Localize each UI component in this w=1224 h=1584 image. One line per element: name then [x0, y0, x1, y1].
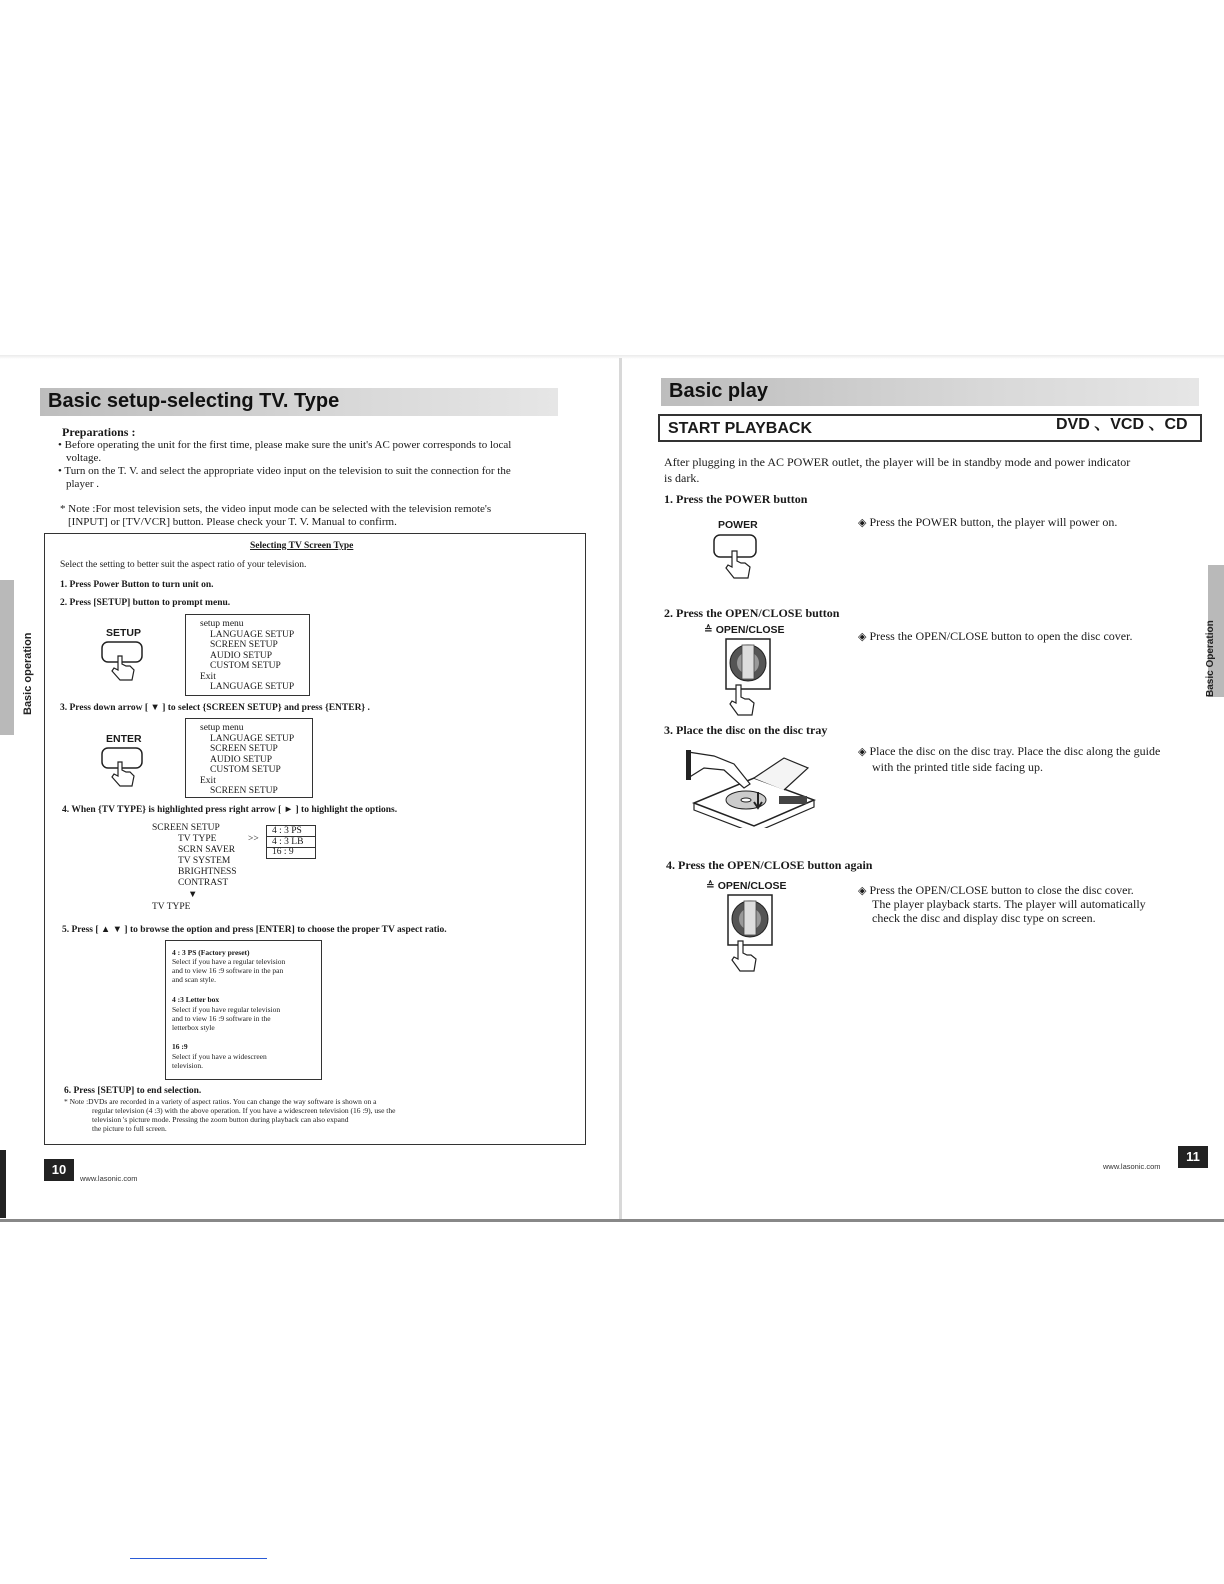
enter-press-icon — [100, 746, 150, 791]
note-line-1: * Note :For most television sets, the video input mode can be selected with the television remote's — [60, 503, 492, 515]
menu2-item-audio: AUDIO SETUP — [210, 754, 273, 765]
scan-left-edge — [0, 1150, 6, 1218]
menu2-item-custom: CUSTOM SETUP — [210, 765, 281, 775]
right-section-banner — [661, 378, 1199, 406]
play-step-1-desc: ◈ Press the POWER button, the player will power on. — [858, 515, 1118, 529]
screen-menu-down-arrow: ▼ — [188, 890, 198, 900]
ratio-ps-line-1: Select if you have a regular television — [172, 957, 286, 966]
footnote-1: * Note :DVDs are recorded in a variety of aspect ratios. You can change the way software is shown on a — [64, 1097, 377, 1106]
menu2-status: SCREEN SETUP — [210, 786, 278, 796]
menu2-item-language: LANGUAGE SETUP — [210, 733, 295, 744]
ratio-wide-line-1: Select if you have a widescreen — [172, 1052, 267, 1061]
ratio-lb-title: 4 :3 Letter box — [172, 995, 220, 1004]
play-step-3-heading: 3. Place the disc on the disc tray — [664, 723, 828, 737]
open-close-button-label-2: ≙ OPEN/CLOSE — [706, 880, 787, 892]
setup-menu-1 — [185, 614, 310, 696]
prep-bullet-1: • Before operating the unit for the first time, please make sure the unit's AC power corresponds to local — [58, 439, 512, 451]
menu2-item-screen: SCREEN SETUP — [210, 744, 278, 754]
start-playback-title: START PLAYBACK — [668, 420, 813, 437]
setup-press-icon — [100, 640, 150, 685]
disc-formats: DVD 、VCD 、CD — [1056, 416, 1188, 433]
box-title: Selecting TV Screen Type — [250, 541, 354, 551]
right-url: www.lasonic.com — [1103, 1162, 1161, 1171]
step-5: 5. Press [ ▲ ▼ ] to browse the option and press [ENTER] to choose the proper TV aspect ratio. — [62, 925, 447, 935]
intro-line-2: is dark. — [664, 471, 700, 485]
step-6: 6. Press [SETUP] to end selection. — [64, 1086, 202, 1096]
play-step-3-desc-1: ◈ Place the disc on the disc tray. Place the disc along the guide — [858, 744, 1161, 758]
screen-menu-contrast: CONTRAST — [178, 878, 229, 888]
menu1-item-exit: Exit — [200, 671, 216, 682]
right-side-label: Basic Operation — [1205, 620, 1216, 697]
setup-menu-2 — [185, 718, 313, 798]
menu1-status: LANGUAGE SETUP — [210, 682, 295, 692]
bottom-link-line — [130, 1558, 267, 1559]
ratio-ps-title: 4 : 3 PS (Factory preset) — [172, 948, 250, 957]
option-4-3-lb: 4 : 3 LB — [272, 837, 304, 847]
menu1-item-language: LANGUAGE SETUP — [210, 629, 295, 640]
footnote-3: television 's picture mode. Pressing the zoom button during playback can also expand — [92, 1115, 349, 1124]
left-side-tab — [0, 580, 14, 735]
left-section-title: Basic setup-selecting TV. Type — [48, 390, 340, 412]
step-1: 1. Press Power Button to turn unit on. — [60, 580, 214, 590]
menu1-item-audio: AUDIO SETUP — [210, 650, 273, 661]
footnote-4: the picture to full screen. — [92, 1124, 167, 1133]
left-section-banner — [40, 388, 558, 416]
ratio-lb-line-2: and to view 16 :9 software in the — [172, 1014, 271, 1023]
prep-bullet-2: • Turn on the T. V. and select the appropriate video input on the television to suit the connection for the — [58, 465, 511, 477]
screen-menu-status: TV TYPE — [152, 902, 191, 912]
right-page-number: 11 — [1178, 1146, 1208, 1168]
step-4: 4. When {TV TYPE} is highlighted press right arrow [ ► ] to highlight the options. — [62, 805, 398, 815]
prep-bullet-2-cont: player . — [66, 478, 99, 490]
option-16-9: 16 : 9 — [272, 847, 294, 857]
disc-tray-illustration — [684, 748, 819, 828]
footnote-2: regular television (4 :3) with the above operation. If you have a widescreen television (16 :9), use the — [92, 1106, 396, 1115]
note-line-2: [INPUT] or [TV/VCR] button. Please check your T. V. Manual to confirm. — [68, 516, 397, 528]
open-close-press-icon-2 — [724, 893, 776, 979]
menu1-title: setup menu — [200, 619, 244, 629]
open-close-press-icon-1 — [722, 637, 774, 723]
play-step-4-desc-2: The player playback starts. The player will automatically — [872, 897, 1146, 911]
intro-line-1: After plugging in the AC POWER outlet, the player will be in standby mode and power indicator — [664, 455, 1131, 469]
power-press-icon — [712, 533, 764, 583]
right-section-title: Basic play — [669, 380, 768, 402]
page-gutter — [619, 358, 622, 1220]
screen-menu-tv-system: TV SYSTEM — [178, 856, 231, 866]
play-step-3-desc-2: with the printed title side facing up. — [872, 760, 1043, 774]
power-button-label: POWER — [718, 519, 758, 531]
ratio-ps-line-3: and scan style. — [172, 975, 216, 984]
screen-menu-brightness: BRIGHTNESS — [178, 867, 237, 877]
play-step-2-heading: 2. Press the OPEN/CLOSE button — [664, 606, 840, 620]
option-arrow-marker: >> — [248, 834, 259, 844]
box-intro: Select the setting to better suit the aspect ratio of your television. — [60, 560, 307, 570]
ratio-lb-line-1: Select if you have regular television — [172, 1005, 281, 1014]
step-2: 2. Press [SETUP] button to prompt menu. — [60, 598, 231, 608]
step-3: 3. Press down arrow [ ▼ ] to select {SCREEN SETUP} and press {ENTER} . — [60, 703, 370, 713]
ratio-lb-line-3: letterbox style — [172, 1023, 215, 1032]
menu2-item-exit: Exit — [200, 775, 216, 786]
play-step-4-desc-1: ◈ Press the OPEN/CLOSE button to close the disc cover. — [858, 883, 1134, 897]
left-side-label: Basic operation — [22, 632, 34, 715]
preparations-heading: Preparations : — [62, 425, 136, 439]
left-page-number: 10 — [44, 1159, 74, 1181]
prep-bullet-1-cont: voltage. — [66, 452, 102, 464]
play-step-4-heading: 4. Press the OPEN/CLOSE button again — [666, 858, 873, 872]
enter-button-label: ENTER — [106, 733, 142, 745]
scan-top-edge — [0, 355, 1224, 359]
setup-button-label: SETUP — [106, 627, 142, 639]
play-step-2-desc: ◈ Press the OPEN/CLOSE button to open the disc cover. — [858, 629, 1133, 643]
menu2-title: setup menu — [200, 723, 244, 733]
ratio-wide-title: 16 :9 — [172, 1042, 188, 1051]
page-bottom-edge — [0, 1219, 1224, 1222]
play-step-4-desc-3: check the disc and display disc type on screen. — [872, 911, 1096, 925]
play-step-1-heading: 1. Press the POWER button — [664, 492, 808, 506]
option-4-3-ps: 4 : 3 PS — [272, 826, 302, 836]
menu1-item-screen: SCREEN SETUP — [210, 640, 278, 650]
ratio-ps-line-2: and to view 16 :9 software in the pan — [172, 966, 284, 975]
ratio-wide-line-2: television. — [172, 1061, 204, 1070]
screen-menu-scrn-saver: SCRN SAVER — [178, 845, 236, 855]
screen-menu-tv-type: TV TYPE — [178, 834, 217, 844]
left-url: www.lasonic.com — [80, 1174, 138, 1183]
menu1-item-custom: CUSTOM SETUP — [210, 661, 281, 671]
open-close-button-label-1: ≙ OPEN/CLOSE — [704, 624, 785, 636]
screen-menu-title: SCREEN SETUP — [152, 823, 220, 833]
